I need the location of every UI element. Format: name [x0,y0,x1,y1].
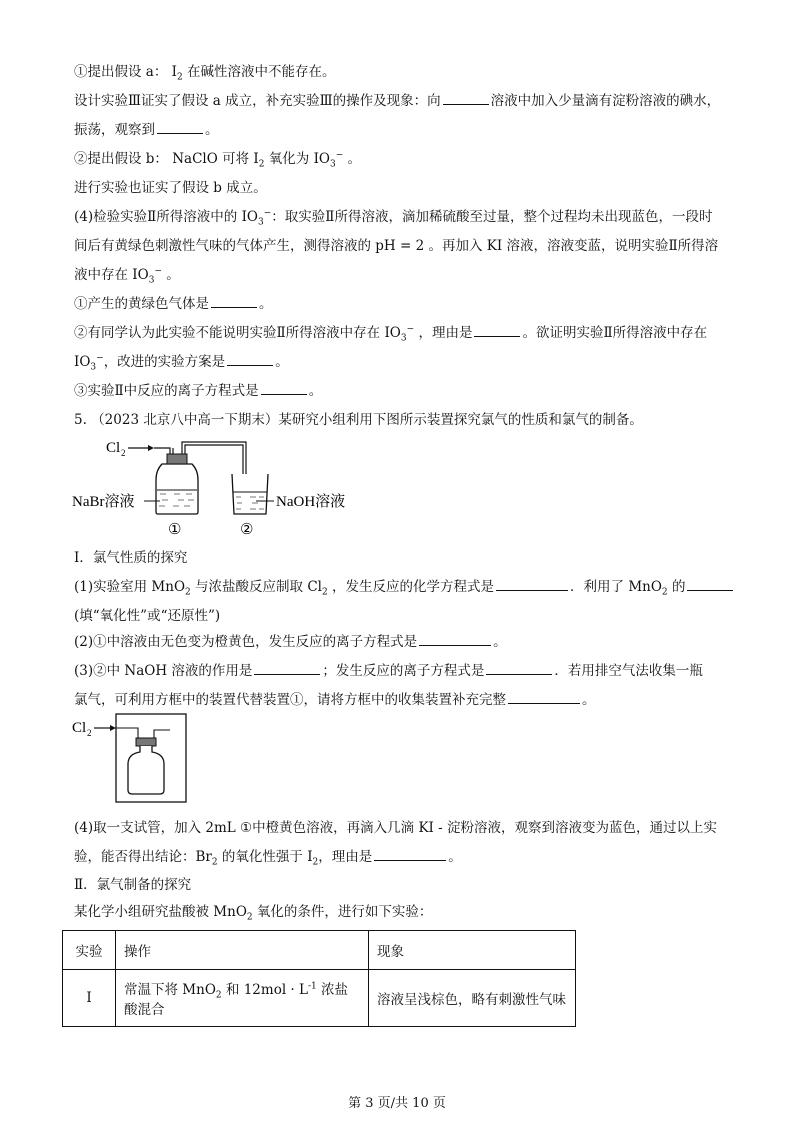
question-4b [74,818,734,838]
text: 的氧化性强于 [217,849,308,865]
header-cell: 实验 [63,931,116,970]
question-3 [74,661,734,681]
formula-sub: 2 [661,587,668,598]
concentration: 12mol · L [243,982,308,998]
text: 液中存在 [74,267,133,283]
text: 溶液中加入少量滴有淀粉溶液的碘水， [490,93,721,109]
section-1-title [74,548,734,568]
text: ②有同学认为此实验不能说明实验Ⅱ所得溶液中存在 [74,325,385,341]
label-1: ① [168,520,182,538]
formula-sup: − [335,150,344,161]
text: 。 [448,849,462,865]
concentration-sup: -1 [307,981,317,992]
text: Ⅰ．氯气性质的探究 [74,550,188,566]
text: ，改进的实验方案是 [103,354,226,370]
text: 振荡，观察到 [74,122,155,138]
formula-sub: 2 [312,857,319,868]
label-2: ② [240,520,254,538]
text: ，理由是 [318,849,373,865]
text: ，理由是 [414,325,473,341]
experiment-table [62,930,576,1027]
stopper [167,454,187,464]
text: 某化学小组研究盐酸被 [74,904,214,920]
section-2-title [74,875,734,895]
question-4-2-cont [74,352,734,372]
text: (2)①中溶液由无色变为橙黄色，发生反应的离子方程式是 [74,634,418,650]
cl2-label: Cl [72,720,87,736]
result-cell: 溶液呈浅棕色，略有刺激性气味 [369,970,576,1027]
text: 的 [667,579,686,595]
text: 进行实验也证实了假设 b 成立。 [74,180,267,196]
nabr-label: NaBr溶液 [72,494,135,510]
text: (3)②中 NaOH 溶液的作用是 [74,663,253,679]
answer-blank[interactable] [687,577,733,591]
formula-sub: 2 [215,990,222,1001]
hypothesis-a [74,62,734,82]
apparatus-figure [70,434,370,544]
formula: IO [74,354,91,370]
formula: MnO [213,904,247,920]
text: ②提出假设 b： NaClO 可将 [74,151,254,167]
text: (4)检验实验Ⅱ所得溶液中的 [74,209,242,225]
collection-box-figure [70,712,190,806]
table-header-row [63,931,576,970]
arrow-head [148,445,154,451]
formula-sup: − [96,353,104,364]
formula: MnO [151,579,186,595]
formula-sub: 2 [185,587,191,598]
answer-blank[interactable] [508,690,580,704]
text: ：取实验Ⅱ所得溶液，滴加稀硫酸至过量，整个过程均未出现蓝色，一段时 [271,209,713,225]
text: 氧化的条件，进行如下实验： [252,904,433,920]
question-4b-cont [74,847,734,867]
text: 和 [221,982,244,998]
section-2-intro [74,902,734,922]
text: 设计实验Ⅲ证实了假设 a 成立，补充实验Ⅲ的操作及现象：向 [74,93,441,109]
text: (填“氧化性”或“还原性”) [74,608,221,624]
answer-blank[interactable] [474,323,520,337]
hypothesis-b-confirm [74,178,734,198]
text: 在碱性溶液中不能存在。 [182,64,336,80]
text: ；发生反应的离子方程式是 [322,663,485,679]
page-footer: 第 3 页/共 10 页 [348,1096,446,1111]
formula-sub: 3 [148,275,155,286]
formula: IO [313,151,330,167]
experiment-3-design [74,91,734,111]
outlet-tube [154,730,170,738]
question-4-end [74,265,734,285]
answer-blank[interactable] [496,577,568,591]
question-4-intro [74,207,734,227]
formula-sub: 2 [176,72,183,83]
formula: MnO [182,982,216,998]
formula: MnO [628,579,662,595]
text: ．利用了 [570,579,629,595]
formula: Br [195,849,212,865]
collection-bottle [128,746,164,794]
inlet-tube [116,728,138,738]
cl2-sub: 2 [121,448,126,458]
formula-sub: 3 [400,333,407,344]
text: ③实验Ⅱ中反应的离子方程式是 [74,383,259,399]
question-4-2 [74,323,734,343]
formula-sub: 3 [329,159,336,170]
cl2-sub: 2 [87,728,92,738]
text: (4)取一支试管，加入 2mL ①中橙黄色溶液，再滴入几滴 KI - 淀粉溶液，观察到溶液变为蓝色，通过以上实 [74,820,718,836]
beaker [232,474,268,514]
question-1 [74,577,734,597]
question-4-1 [74,294,734,314]
text: 。 [205,122,219,138]
hypothesis-b [74,149,734,169]
answer-blank[interactable] [374,847,446,861]
formula-sup: − [154,266,162,277]
text: 浓盐酸混合 [124,982,349,1018]
answer-blank[interactable] [419,632,491,646]
text: 验，能否得出结论： [74,849,196,865]
text: Ⅱ．氯气制备的探究 [74,877,192,893]
question-4-body [74,236,734,256]
question-3-cont [74,690,734,710]
experiment-3-observe [74,120,734,140]
formula-sub: 3 [90,362,97,373]
text: 。 [161,267,180,283]
answer-blank[interactable] [211,294,257,308]
text: ①产生的黄绿色气体是 [74,296,209,312]
formula: I [253,151,259,167]
answer-blank[interactable] [261,381,307,395]
stopper [136,738,156,746]
formula-sub: 2 [246,912,253,923]
header-cell: 现象 [369,931,576,970]
formula-sup: − [263,208,272,219]
naoh-label: NaOH溶液 [276,494,346,510]
experiment-id: Ⅰ [63,970,116,1027]
text: 。 [308,383,323,399]
text: 。 [259,296,273,312]
formula-sub: 2 [211,857,218,868]
text: ，发生反应的化学方程式是 [327,579,495,595]
formula: IO [241,209,258,225]
text: (1)实验室用 [74,579,152,595]
text: 与浓盐酸反应制取 [190,579,308,595]
gas-washing-bottle [156,464,198,514]
header-cell: 操作 [116,931,369,970]
text: ．若用排空气法收集一瓶 [554,663,703,679]
text: 氯气，可利用方框中的装置代替装置①，请将方框中的收集装置补充完整 [74,692,506,708]
table-row [63,970,576,1027]
answer-blank[interactable] [254,661,320,675]
formula: IO [384,325,401,341]
answer-blank[interactable] [227,352,273,366]
text: ①提出假设 a： [74,64,172,80]
text: 常温下将 [124,982,183,998]
question-5-title [74,410,734,430]
text: 间后有黄绿色刺激性气味的气体产生，测得溶液的 pH = 2 。再加入 KI 溶液，溶液变蓝，说明实验Ⅱ所得溶 [74,238,719,254]
arrow-head [110,725,116,731]
cl2-label: Cl [106,440,121,456]
formula-sub: 2 [322,587,328,598]
formula-sup: − [406,324,415,335]
question-1-cont [74,606,734,626]
text: 。欲证明实验Ⅱ所得溶液中存在 [522,325,708,341]
text: 。 [493,634,507,650]
operation-cell [116,970,369,1027]
question-2 [74,632,734,652]
text: 。 [343,151,362,167]
question-4-3 [74,381,734,401]
text: 。 [582,692,596,708]
formula-sub: 2 [258,159,265,170]
formula-sub: 3 [258,217,264,228]
formula: I [171,64,177,80]
answer-blank[interactable] [486,661,552,675]
formula: I [307,849,313,865]
text: 5. （2023 北京八中高一下期末）某研究小组利用下图所示装置探究氯气的性质和氯气的制备。 [74,412,643,428]
text: 氧化为 [264,151,314,167]
answer-blank[interactable] [443,91,489,105]
answer-blank[interactable] [157,120,203,134]
formula: Cl [307,579,322,595]
text: 。 [275,354,289,370]
formula: IO [132,267,149,283]
